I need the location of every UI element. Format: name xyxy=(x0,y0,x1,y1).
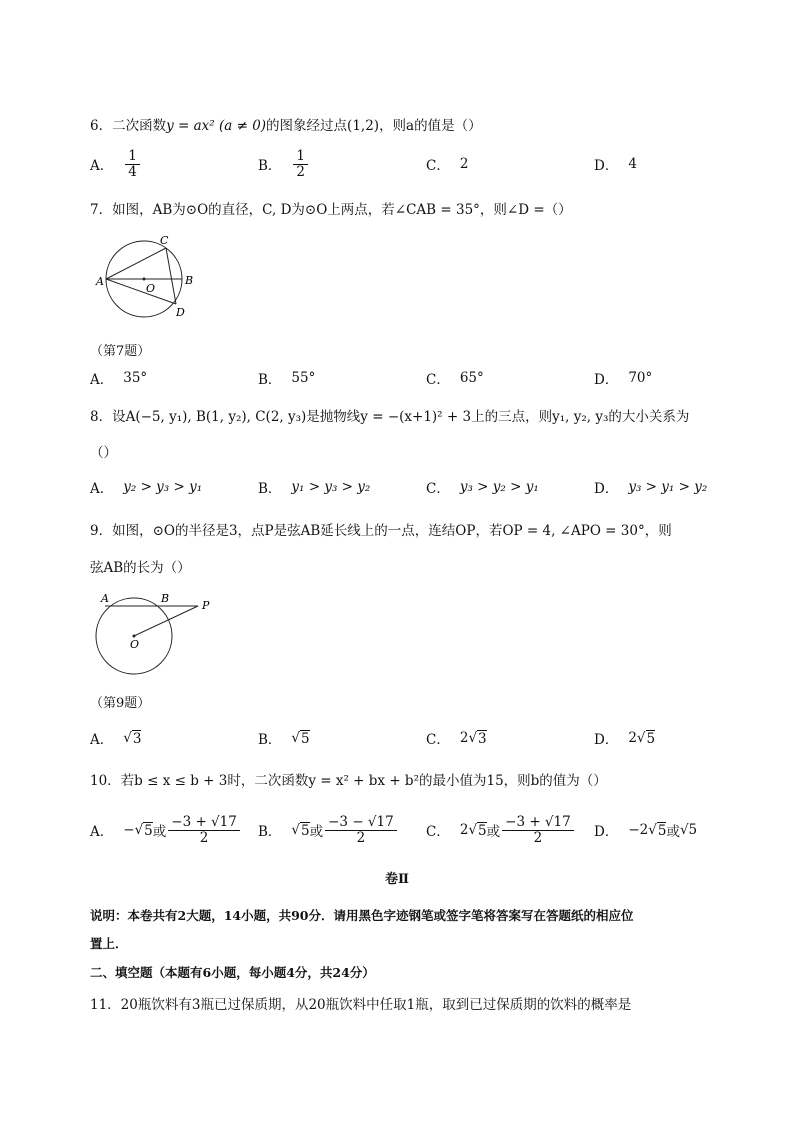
q9-segment-op xyxy=(134,606,198,636)
sqrt-icon: √ xyxy=(291,730,301,746)
q7-chord-ad xyxy=(106,279,176,304)
q9-options xyxy=(0,718,794,758)
fraction: $\frac{-3 + √17}{2}$ xyxy=(502,815,574,846)
fraction: $\frac{-3 - √17}{2}$ xyxy=(325,815,397,846)
q9-option-d[interactable]: D． 2 √ 5 xyxy=(594,730,656,748)
q7-label-d: D xyxy=(176,306,185,319)
q8-stem-cont: （） xyxy=(90,445,117,461)
section-note-cont: 置上． xyxy=(90,936,128,951)
q7-label-o: O xyxy=(146,282,156,295)
q8-options xyxy=(0,467,794,507)
fraction: $\frac{-3 + √17}{2}$ xyxy=(168,815,240,846)
q8-option-b[interactable]: B． y₁ > y₃ > y₂ xyxy=(258,479,371,497)
q9-option-b[interactable]: B． √ 5 xyxy=(258,730,310,748)
sqrt-icon: √ xyxy=(468,822,478,838)
q8-option-a[interactable]: A． y₂ > y₃ > y₁ xyxy=(90,479,203,497)
sqrt-icon: √ xyxy=(636,730,646,746)
q8-option-d[interactable]: D． y₃ > y₁ > y₂ xyxy=(594,479,708,497)
q7-center-dot xyxy=(143,278,146,281)
q10-options xyxy=(0,810,794,850)
section-note: 说明：本卷共有2大题，14小题，共90分．请用黑色字迹钢笔或签字笔将答案写在答题纸的相应位 xyxy=(90,908,634,923)
section-title: 卷Ⅱ xyxy=(385,872,409,887)
section-heading: 二、填空题（本题有6小题，每小题4分，共24分） xyxy=(90,965,375,980)
sqrt-icon: √ xyxy=(134,822,144,838)
q8-option-c[interactable]: C． y₃ > y₂ > y₁ xyxy=(426,479,539,497)
q7-label-c: C xyxy=(160,234,169,247)
q7-option-d[interactable]: D． 70° xyxy=(594,370,653,388)
q9-caption: （第9题） xyxy=(90,696,151,711)
q11-stem: 11．20瓶饮料有3瓶已过保质期，从20瓶饮料中任取1瓶，取到已过保质期的饮料的概率是 xyxy=(90,997,632,1013)
q6-option-b[interactable]: B． $\frac{1}{2}$ xyxy=(258,144,310,184)
q7-option-c[interactable]: C． 65° xyxy=(426,370,484,388)
sqrt-icon: √ xyxy=(648,822,657,838)
q9-label-p: P xyxy=(202,599,210,612)
sqrt-icon: √ xyxy=(468,730,478,746)
q7-label-b: B xyxy=(185,274,194,287)
q6-option-a[interactable]: A． $\frac{1}{4}$ xyxy=(90,144,142,184)
q9-stem: 9．如图，⊙O的半径是3，点P是弦AB延长线上的一点，连结OP，若OP = 4, ∠APO = 30°，则 xyxy=(90,523,672,539)
q9-label-o: O xyxy=(130,638,140,651)
q6-stem: 6．二次函数y = ax² (a ≠ 0)的图象经过点(1,2)，则a的值是（） xyxy=(90,118,482,134)
q9-stem-cont: 弦AB的长为（） xyxy=(90,560,191,576)
fraction: $\frac{1}{4}$ xyxy=(125,149,140,180)
q10-option-a[interactable]: A． − √ 5 或 $\frac{-3 + √17}{2}$ xyxy=(90,810,242,850)
q6-option-c[interactable]: C． 2 xyxy=(426,156,469,174)
q7-label-a: A xyxy=(96,275,104,288)
q10-option-c[interactable]: C． 2 √ 5 或 $\frac{-3 + √17}{2}$ xyxy=(426,810,576,850)
q7-stem: 7．如图，AB为⊙O的直径，C, D为⊙O上两点，若∠CAB = 35°，则∠D =（） xyxy=(90,202,572,218)
q6-option-d[interactable]: D． 4 xyxy=(594,156,637,174)
fraction: $\frac{1}{2}$ xyxy=(293,149,308,180)
sqrt-icon: √ xyxy=(291,822,301,838)
sqrt-icon: √ xyxy=(123,730,132,746)
q8-stem: 8．设A(−5, y₁), B(1, y₂), C(2, y₃)是抛物线y = −(x+1)² + 3上的三点，则y₁, y₂, y₃的大小关系为 xyxy=(90,409,690,425)
q6-options xyxy=(0,144,794,184)
q7-figure xyxy=(90,232,205,322)
q7-chord-ac xyxy=(106,248,166,279)
q10-stem: 10．若b ≤ x ≤ b + 3时，二次函数y = x² + bx + b²的最小值为15，则b的值为（） xyxy=(90,773,607,789)
q10-option-d[interactable]: D． −2 √ 5 或 √5 xyxy=(594,822,698,840)
q9-label-b: B xyxy=(161,592,170,605)
q9-label-a: A xyxy=(101,592,109,605)
q7-option-a[interactable]: A． 35° xyxy=(90,370,148,388)
q7-option-b[interactable]: B． 55° xyxy=(258,370,316,388)
q9-option-a[interactable]: A． √ 3 xyxy=(90,730,142,748)
q7-options xyxy=(0,358,794,398)
q9-figure xyxy=(90,590,220,680)
q10-option-b[interactable]: B． √ 5 或 $\frac{-3 - √17}{2}$ xyxy=(258,810,399,850)
q9-option-c[interactable]: C． 2 √ 3 xyxy=(426,730,487,748)
q7-caption: （第7题） xyxy=(90,344,151,359)
